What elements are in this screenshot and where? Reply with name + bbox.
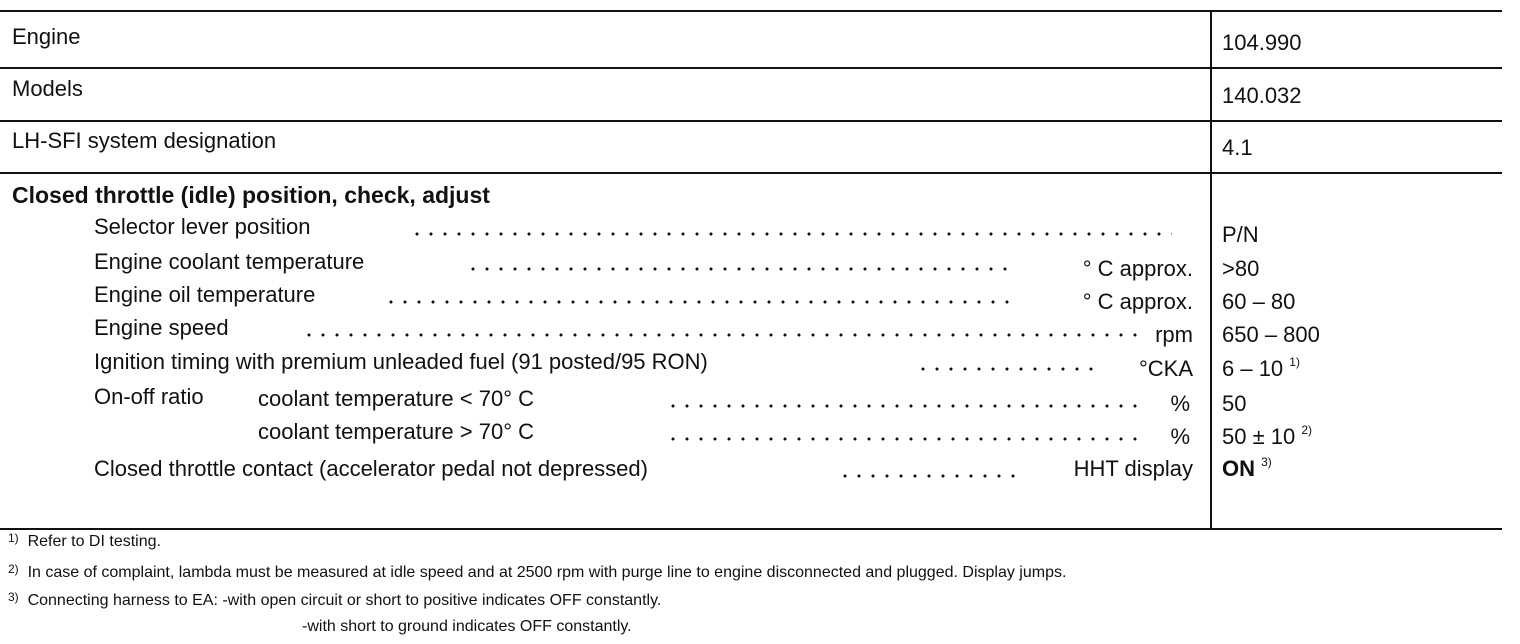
item-unit-ignition-timing: °CKA [1138, 356, 1193, 381]
table-top-rule [0, 10, 1502, 12]
item-label-selector-lever: Selector lever position [94, 214, 311, 239]
row-value-system-designation: 4.1 [1222, 135, 1253, 160]
item-label-oil-temp: Engine oil temperature [94, 282, 316, 307]
item-label-engine-speed: Engine speed [94, 315, 229, 340]
table-bottom-rule [0, 528, 1502, 530]
footnote-2 [8, 563, 1066, 583]
item-value-selector-lever: P/N [1222, 222, 1259, 247]
item-unit-engine-speed: rpm [1155, 322, 1193, 347]
item-value-closed-throttle-contact [1222, 456, 1272, 482]
item-value-engine-speed: 650 – 800 [1222, 322, 1320, 347]
value-text: ON [1222, 456, 1255, 481]
dot-leader [466, 263, 1014, 275]
section-title: Closed throttle (idle) position, check, adjust [12, 182, 490, 208]
dot-leader [838, 470, 1020, 482]
row-label-system-designation: LH-SFI system designation [12, 128, 277, 153]
item-value-oil-temp: 60 – 80 [1222, 289, 1296, 314]
item-sublabel-coolant-above-70: coolant temperature > 70° C [258, 419, 535, 444]
value-text: 50 ± 10 [1222, 424, 1296, 449]
footnote-3 [8, 591, 661, 611]
item-value-on-off-above-70 [1222, 424, 1312, 450]
row-divider-3 [0, 172, 1502, 174]
item-unit-closed-throttle-contact: HHT display [1073, 456, 1193, 481]
footnote-ref: 1) [1289, 355, 1300, 369]
item-unit-on-off-above-70: % [1170, 424, 1190, 449]
footnote-mark: 2) [8, 562, 19, 576]
footnote-text: -with short to ground indicates OFF constantly. [302, 618, 632, 635]
row-divider-2 [0, 120, 1502, 122]
footnote-text: Connecting harness to EA: -with open circuit or short to positive indicates OFF constantly. [27, 592, 662, 609]
footnote-mark: 3) [8, 590, 19, 604]
row-label-engine: Engine [12, 24, 81, 49]
row-divider-1 [0, 67, 1502, 69]
item-label-closed-throttle-contact: Closed throttle contact (accelerator pedal not depressed) [94, 456, 648, 481]
dot-leader [384, 296, 1016, 308]
item-unit-oil-temp: ° C approx. [1082, 289, 1193, 314]
item-value-on-off-below-70: 50 [1222, 391, 1247, 416]
dot-leader [410, 228, 1172, 240]
dot-leader [302, 329, 1142, 341]
row-label-models: Models [12, 76, 83, 101]
footnote-3-continuation [302, 617, 632, 637]
item-unit-coolant-temp: ° C approx. [1082, 256, 1193, 281]
item-label-on-off-ratio: On-off ratio [94, 384, 204, 409]
footnote-1 [8, 532, 161, 552]
item-unit-on-off-below-70: % [1170, 391, 1190, 416]
item-value-ignition-timing [1222, 356, 1300, 382]
column-divider [1210, 10, 1212, 530]
footnote-ref: 3) [1261, 455, 1272, 469]
footnote-text: In case of complaint, lambda must be measured at idle speed and at 2500 rpm with purge line to engine disconnected and plugged. Display jumps. [27, 564, 1067, 581]
dot-leader [666, 433, 1144, 445]
item-label-ignition-timing: Ignition timing with premium unleaded fuel (91 posted/95 RON) [94, 349, 708, 374]
item-value-coolant-temp: >80 [1222, 256, 1260, 281]
footnote-ref: 2) [1301, 423, 1313, 437]
footnote-mark: 1) [8, 531, 19, 545]
row-value-engine: 104.990 [1222, 30, 1302, 55]
value-text: 6 – 10 [1222, 356, 1284, 381]
item-sublabel-coolant-below-70: coolant temperature < 70° C [258, 386, 535, 411]
dot-leader [666, 400, 1144, 412]
dot-leader [916, 363, 1098, 375]
row-value-models: 140.032 [1222, 83, 1302, 108]
item-label-coolant-temp: Engine coolant temperature [94, 249, 365, 274]
footnote-text: Refer to DI testing. [27, 533, 161, 550]
